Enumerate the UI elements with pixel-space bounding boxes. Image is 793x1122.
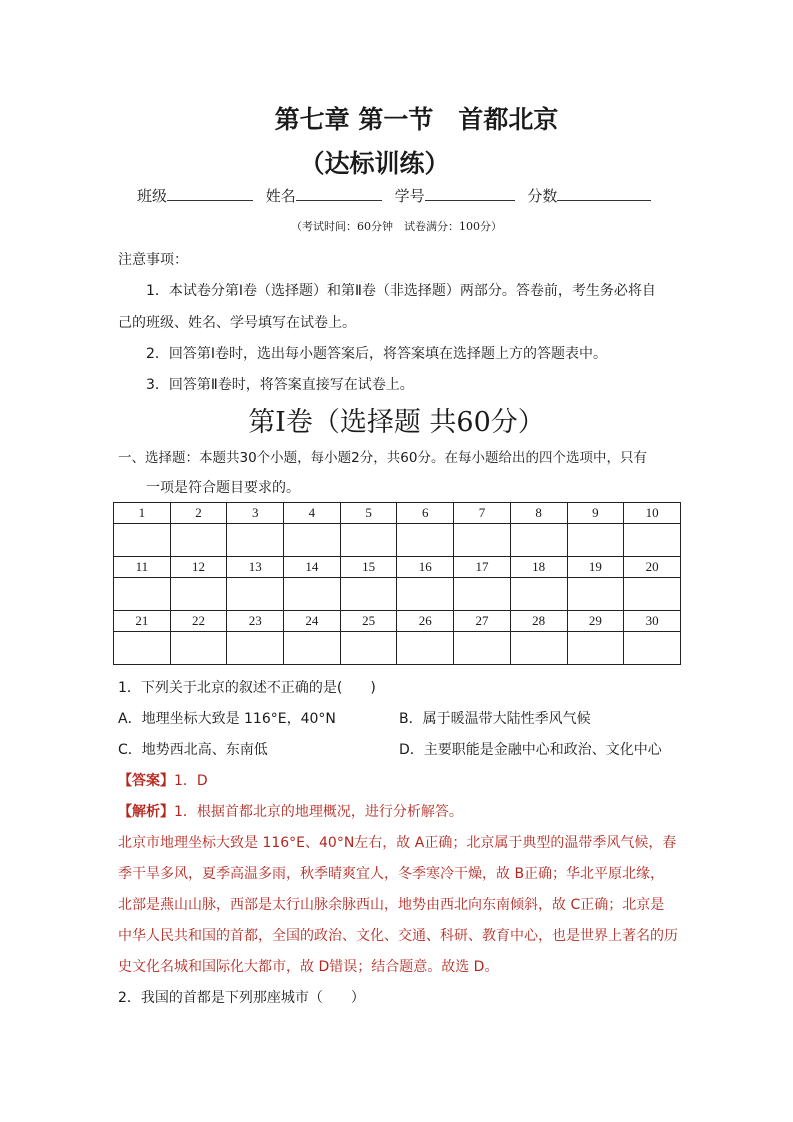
answer-cell[interactable] <box>397 524 454 557</box>
grid-number-row <box>114 503 681 524</box>
grid-number-cell: 5 <box>340 503 397 524</box>
section-instruction: 一、选择题：本题共30个小题，每小题2分，共60分。在每小题给出的四个选项中，只有 <box>118 450 647 466</box>
question-1-option-b[interactable]: B．属于暖温带大陆性季风气候 <box>399 711 591 727</box>
student-id-label: 学号 <box>394 187 425 205</box>
question-2-stem: 2．我国的首都是下列那座城市（ ） <box>118 990 365 1006</box>
answer-cell[interactable] <box>284 578 341 611</box>
grid-number-cell: 9 <box>567 503 624 524</box>
analysis-text-line: 史文化名城和国际化大都市，故 D错误；结合题意。故选 D。 <box>118 959 499 975</box>
analysis-text-line: 中华人民共和国的首都，全国的政治、文化、交通、科研、教育中心，也是世界上著名的历 <box>118 928 678 944</box>
grid-number-cell: 15 <box>340 557 397 578</box>
grid-answer-row <box>114 524 681 557</box>
answer-cell[interactable] <box>340 578 397 611</box>
notes-heading: 注意事项： <box>118 252 188 268</box>
score-label: 分数 <box>527 187 558 205</box>
grid-number-cell: 6 <box>397 503 454 524</box>
answer-cell[interactable] <box>567 524 624 557</box>
student-id-blank[interactable] <box>425 186 515 201</box>
name-field <box>266 185 382 206</box>
grid-number-cell: 25 <box>340 611 397 632</box>
analysis-text-line: 季干旱多风，夏季高温多雨，秋季晴爽宜人，冬季寒冷干燥，故 B正确；华北平原北缘， <box>118 866 665 882</box>
grid-number-cell: 11 <box>114 557 171 578</box>
answer-cell[interactable] <box>567 578 624 611</box>
answer-cell[interactable] <box>170 632 227 665</box>
grid-number-cell: 4 <box>284 503 341 524</box>
page-subtitle: （达标训练） <box>299 149 450 178</box>
answer-cell[interactable] <box>284 632 341 665</box>
answer-cell[interactable] <box>227 524 284 557</box>
notes-item-1: 1．本试卷分第Ⅰ卷（选择题）和第Ⅱ卷（非选择题）两部分。答卷前，考生务必将自 <box>146 283 656 299</box>
grid-number-cell: 3 <box>227 503 284 524</box>
answer-value: 1．D <box>174 773 208 789</box>
grid-number-cell: 18 <box>510 557 567 578</box>
answer-cell[interactable] <box>114 524 171 557</box>
grid-number-cell: 1 <box>114 503 171 524</box>
class-field <box>137 185 253 206</box>
question-1-option-a[interactable]: A．地理坐标大致是 116°E，40°N <box>118 711 336 727</box>
answer-cell[interactable] <box>624 578 681 611</box>
question-1-option-d[interactable]: D．主要职能是金融中心和政治、文化中心 <box>399 742 662 758</box>
class-label: 班级 <box>137 187 168 205</box>
answer-cell[interactable] <box>454 632 511 665</box>
answer-cell[interactable] <box>114 578 171 611</box>
name-blank[interactable] <box>296 186 382 201</box>
grid-number-cell: 29 <box>567 611 624 632</box>
answer-cell[interactable] <box>284 524 341 557</box>
answer-cell[interactable] <box>227 632 284 665</box>
grid-number-cell: 8 <box>510 503 567 524</box>
answer-grid <box>113 502 681 665</box>
grid-number-row <box>114 557 681 578</box>
grid-number-cell: 22 <box>170 611 227 632</box>
answer-cell[interactable] <box>114 632 171 665</box>
answer-cell[interactable] <box>340 524 397 557</box>
answer-cell[interactable] <box>170 524 227 557</box>
section-heading: 第Ⅰ卷（选择题 共60分） <box>248 407 545 438</box>
grid-number-cell: 24 <box>284 611 341 632</box>
analysis-intro: 1．根据首都北京的地理概况，进行分析解答。 <box>174 804 463 820</box>
answer-cell[interactable] <box>454 524 511 557</box>
answer-cell[interactable] <box>397 632 454 665</box>
grid-number-cell: 19 <box>567 557 624 578</box>
answer-cell[interactable] <box>510 578 567 611</box>
answer-cell[interactable] <box>397 578 454 611</box>
answer-cell[interactable] <box>510 524 567 557</box>
grid-number-cell: 27 <box>454 611 511 632</box>
grid-number-cell: 17 <box>454 557 511 578</box>
answer-cell[interactable] <box>567 632 624 665</box>
answer-cell[interactable] <box>624 632 681 665</box>
page-title: 第七章 第一节 首都北京 <box>274 105 559 134</box>
grid-number-cell: 2 <box>170 503 227 524</box>
grid-number-cell: 12 <box>170 557 227 578</box>
answer-cell[interactable] <box>340 632 397 665</box>
score-field <box>527 185 651 206</box>
analysis-line <box>118 801 463 821</box>
exam-time-note: （考试时间：60分钟 试卷满分：100分） <box>291 220 502 233</box>
name-label: 姓名 <box>265 187 296 205</box>
analysis-text-line: 北部是燕山山脉，西部是太行山脉余脉西山，地势由西北向东南倾斜，故 C正确；北京是 <box>118 897 665 913</box>
class-blank[interactable] <box>167 186 253 201</box>
analysis-label: 【解析】 <box>118 804 174 820</box>
section-instruction-cont: 一项是符合题目要求的。 <box>146 480 300 496</box>
grid-number-cell: 10 <box>624 503 681 524</box>
answer-cell[interactable] <box>227 578 284 611</box>
answer-line <box>118 770 208 790</box>
grid-number-cell: 7 <box>454 503 511 524</box>
score-blank[interactable] <box>557 186 651 201</box>
answer-cell[interactable] <box>454 578 511 611</box>
grid-number-cell: 14 <box>284 557 341 578</box>
notes-item-2: 2．回答第Ⅰ卷时，选出每小题答案后，将答案填在选择题上方的答题表中。 <box>146 346 608 362</box>
student-info-row <box>137 185 651 206</box>
answer-cell[interactable] <box>170 578 227 611</box>
answer-cell[interactable] <box>510 632 567 665</box>
grid-number-cell: 26 <box>397 611 454 632</box>
question-1-option-c[interactable]: C．地势西北高、东南低 <box>118 742 268 758</box>
grid-number-cell: 16 <box>397 557 454 578</box>
grid-number-cell: 21 <box>114 611 171 632</box>
student-id-field <box>395 185 515 206</box>
grid-answer-row <box>114 578 681 611</box>
grid-number-row <box>114 611 681 632</box>
notes-item-1-cont: 己的班级、姓名、学号填写在试卷上。 <box>118 315 356 331</box>
grid-number-cell: 30 <box>624 611 681 632</box>
analysis-text-line: 北京市地理坐标大致是 116°E、40°N左右，故 A正确；北京属于典型的温带季风气候，春 <box>118 835 677 851</box>
grid-number-cell: 28 <box>510 611 567 632</box>
notes-item-3: 3．回答第Ⅱ卷时，将答案直接写在试卷上。 <box>146 377 414 393</box>
grid-answer-row <box>114 632 681 665</box>
grid-number-cell: 23 <box>227 611 284 632</box>
answer-label: 【答案】 <box>118 773 174 789</box>
grid-number-cell: 13 <box>227 557 284 578</box>
answer-cell[interactable] <box>624 524 681 557</box>
question-1-stem: 1．下列关于北京的叙述不正确的是( ) <box>118 680 376 696</box>
grid-number-cell: 20 <box>624 557 681 578</box>
